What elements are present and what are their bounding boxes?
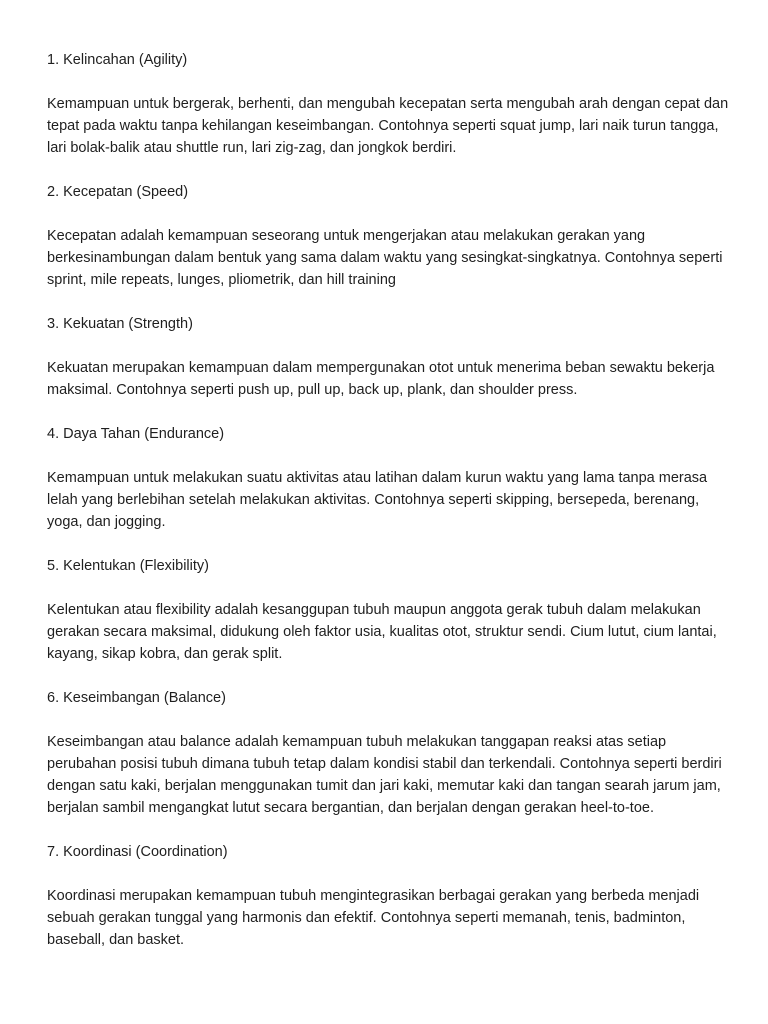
section-body: Kelentukan atau flexibility adalah kesanggupan tubuh maupun anggota gerak tubuh dalam melakukan gerakan secara maksimal, didukung oleh faktor usia, kualitas otot, struktur sendi. Cium lutut, cium lantai, kayang, sikap kobra, dan gerak split. — [47, 602, 717, 662]
section-body: Keseimbangan atau balance adalah kemampuan tubuh melakukan tanggapan reaksi atas setiap perubahan posisi tubuh dimana tubuh tetap dalam kondisi stabil dan terkendali. Contohnya seperti berdiri dengan satu kaki, berjalan menggunakan tumit dan jari kaki, memutar kaki dan tangan searah jarum jam, berjalan sambil mengangkat lutut secara bergantian, dan berjalan dengan gerakan heel-to-toe. — [47, 734, 722, 816]
section-body: Kekuatan merupakan kemampuan dalam mempergunakan otot untuk menerima beban sewaktu bekerja maksimal. Contohnya seperti push up, pull up, back up, plank, dan shoulder press. — [47, 360, 715, 398]
section-speed — [47, 181, 737, 291]
section-title: 6. Keseimbangan (Balance) — [47, 690, 226, 706]
document-page — [47, 49, 737, 951]
section-endurance — [47, 423, 737, 533]
section-title: 1. Kelincahan (Agility) — [47, 52, 188, 68]
section-flexibility — [47, 555, 737, 665]
section-coordination — [47, 841, 737, 951]
section-body: Koordinasi merupakan kemampuan tubuh mengintegrasikan berbagai gerakan yang berbeda menjadi sebuah gerakan tunggal yang harmonis dan efektif. Contohnya seperti memanah, tenis, badminton, baseball, dan basket. — [47, 888, 700, 948]
section-agility — [47, 49, 737, 159]
section-body: Kemampuan untuk bergerak, berhenti, dan mengubah kecepatan serta mengubah arah dengan cepat dan tepat pada waktu tanpa kehilangan keseimbangan. Contohnya seperti squat jump, lari naik turun tangga, lari bolak-balik atau shuttle run, lari zig-zag, dan jongkok berdiri. — [47, 96, 729, 156]
section-title: 2. Kecepatan (Speed) — [47, 184, 189, 200]
section-body: Kemampuan untuk melakukan suatu aktivitas atau latihan dalam kurun waktu yang lama tanpa merasa lelah yang berlebihan setelah melakukan aktivitas. Contohnya seperti skipping, bersepeda, berenang, yoga, dan jogging. — [47, 470, 708, 530]
section-title: 5. Kelentukan (Flexibility) — [47, 558, 209, 574]
section-body: Kecepatan adalah kemampuan seseorang untuk mengerjakan atau melakukan gerakan yang berkesinambungan dalam bentuk yang sama dalam waktu yang sesingkat-singkatnya. Contohnya seperti sprint, mile repeats, lunges, pliometrik, dan hill training — [47, 228, 723, 288]
section-title: 3. Kekuatan (Strength) — [47, 316, 193, 332]
section-title: 7. Koordinasi (Coordination) — [47, 844, 228, 860]
section-balance — [47, 687, 737, 819]
section-title: 4. Daya Tahan (Endurance) — [47, 426, 225, 442]
section-strength — [47, 313, 737, 401]
